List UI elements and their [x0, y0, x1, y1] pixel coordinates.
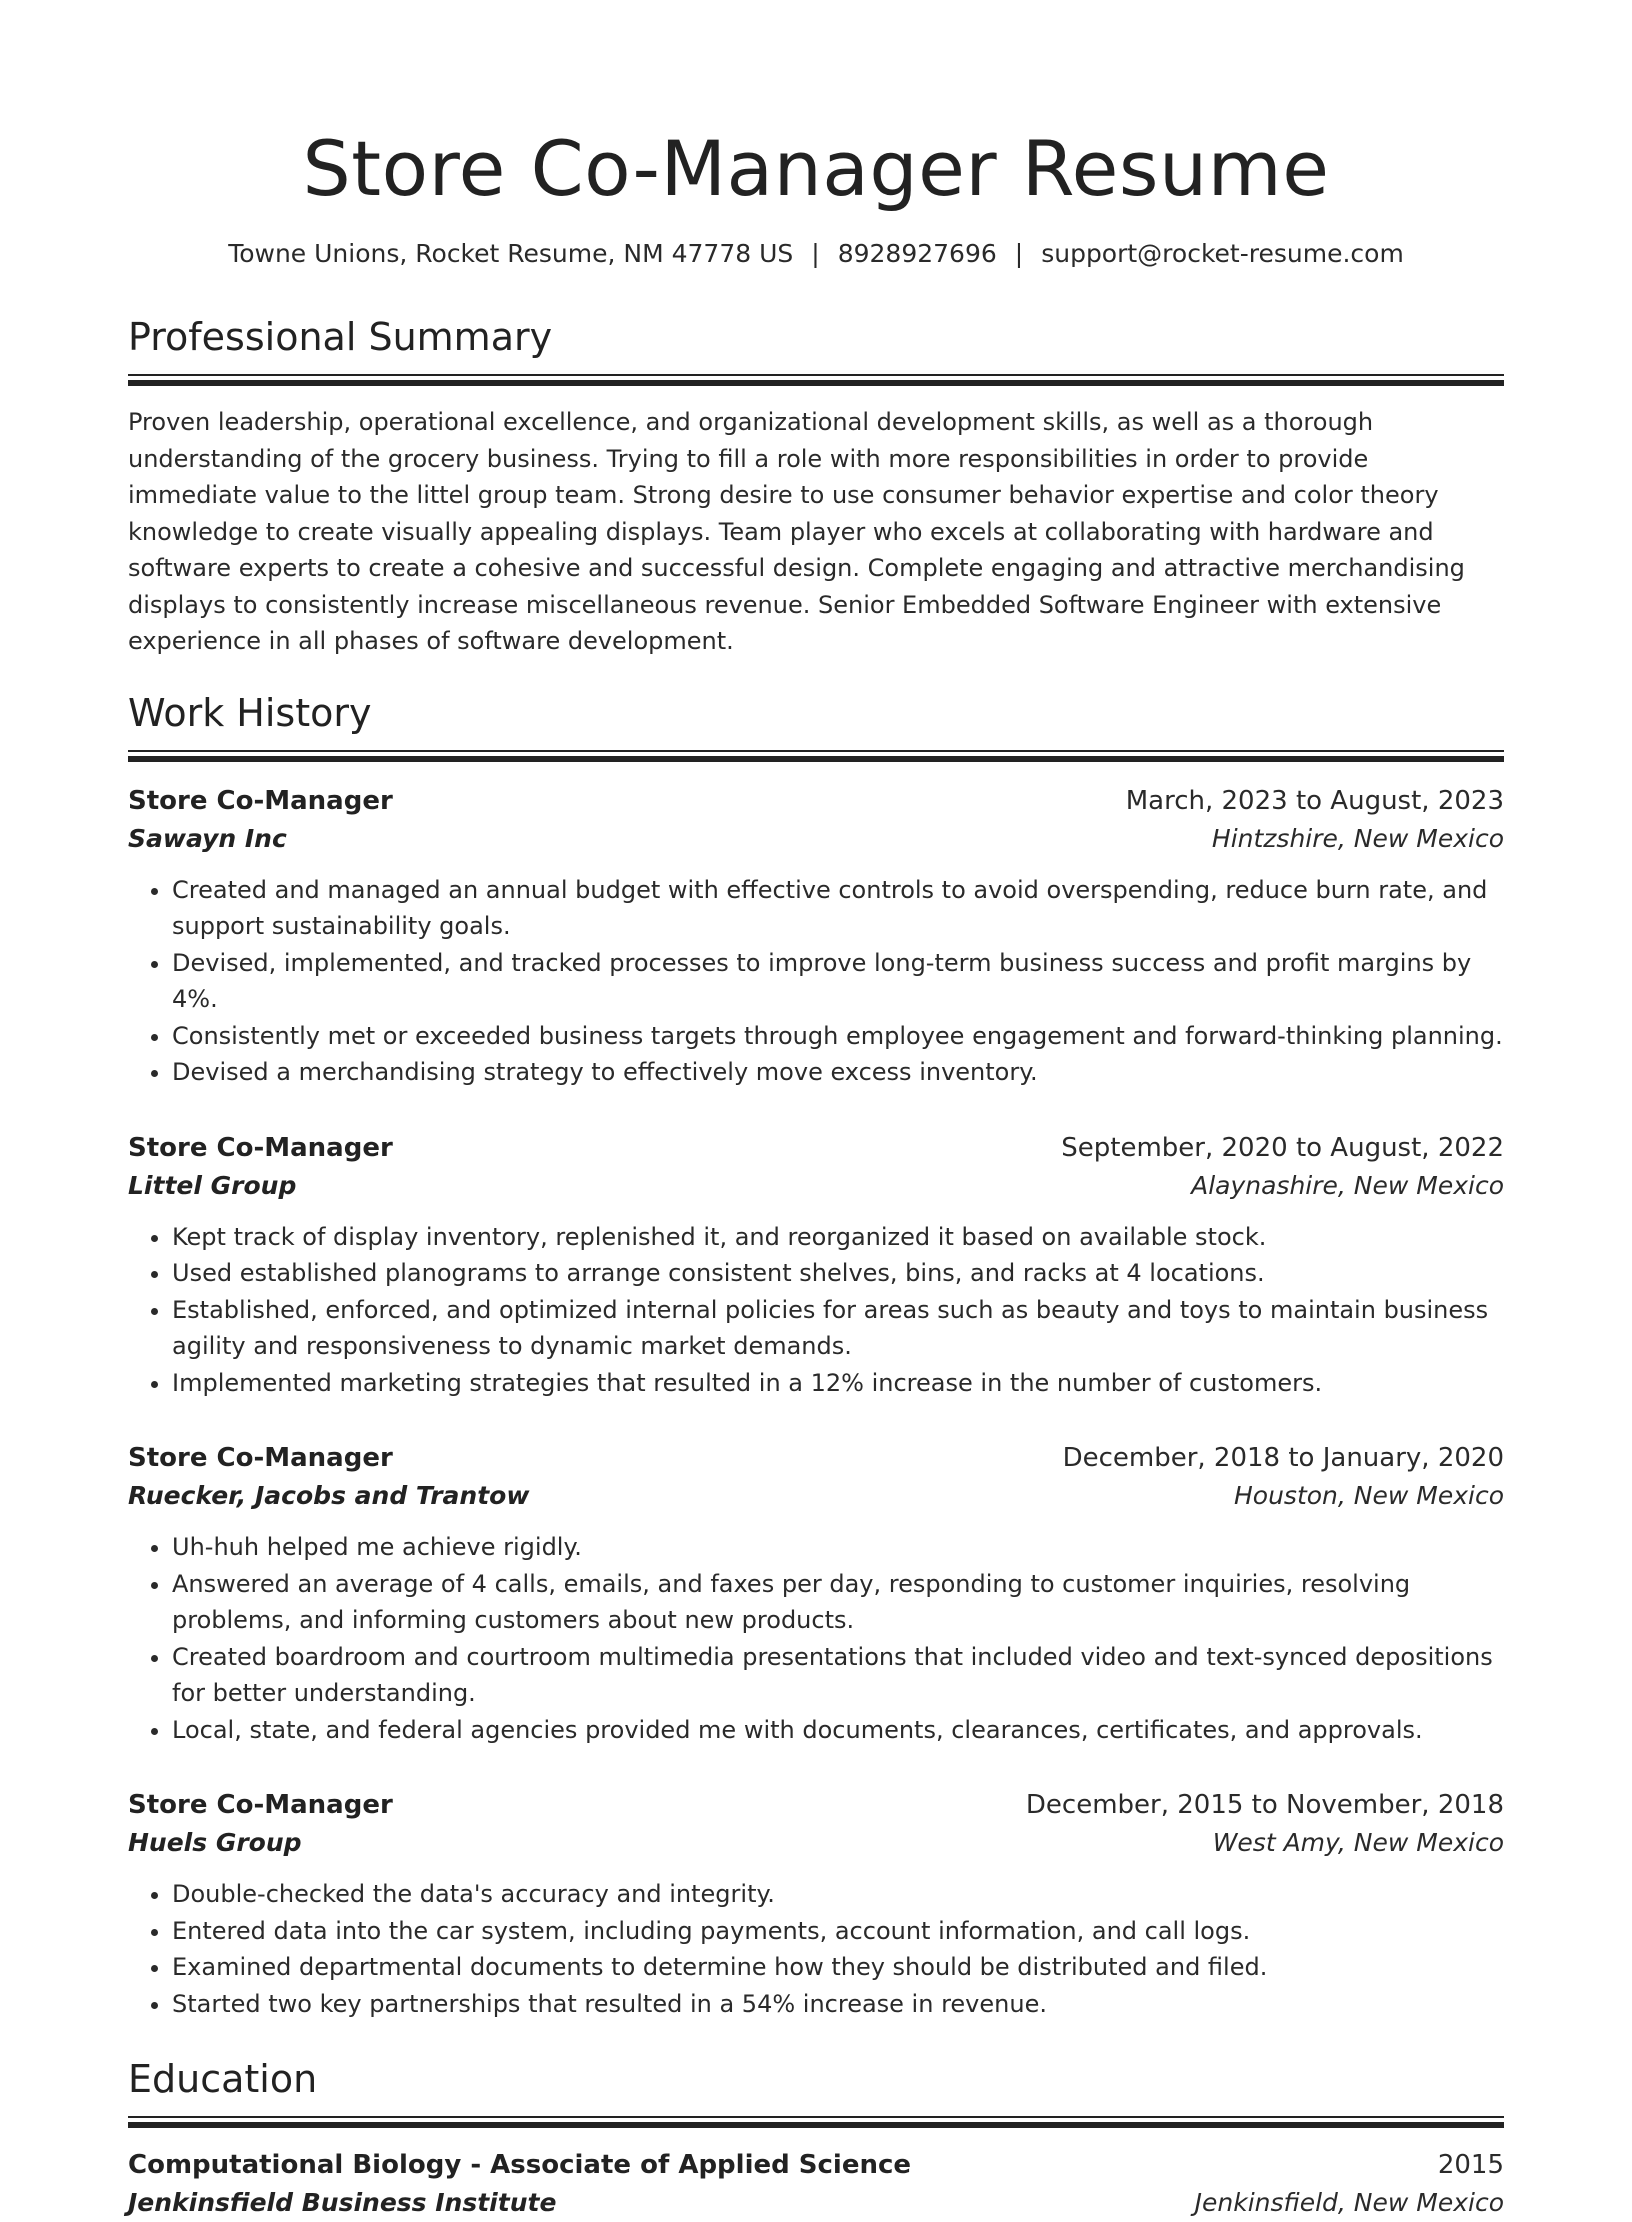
bullet-item: • Created boardroom and courtroom multimedia presentations that included video and text-synced depositions for better understanding. — [172, 1639, 1504, 1712]
section-divider — [128, 374, 1504, 386]
job-title: Store Co-Manager — [128, 1790, 393, 1820]
school-name: Jenkinsfield Business Institute — [128, 2188, 557, 2217]
job-location: Houston, New Mexico — [1233, 1481, 1504, 1510]
summary-text: Proven leadership, operational excellence, and organizational development skills, as well as a thorough understanding of the grocery business. Trying to fill a role with more responsibilities in order to provide immediate value to the littel group team. Strong desire to use consumer behavior expertise and color theory knowledge to create visually appealing displays. Team player who excels at collaborating with hardware and software experts to create a cohesive and successful design. Complete engaging and attractive merchandising displays to consistently increase miscellaneous revenue. Senior Embedded Software Engineer with extensive experience in all phases of software development. — [128, 408, 1465, 655]
job-bullets — [128, 1219, 1504, 1402]
contact-address: Towne Unions, Rocket Resume, NM 47778 US — [228, 239, 794, 268]
job-dates: September, 2020 to August, 2022 — [1061, 1132, 1504, 1163]
job-dates: March, 2023 to August, 2023 — [1125, 785, 1504, 816]
company-name: Sawayn Inc — [128, 823, 287, 853]
professional-summary-section — [128, 314, 1504, 660]
bullet-item: • Implemented marketing strategies that resulted in a 12% increase in the number of customers. — [172, 1365, 1504, 1402]
section-heading: Education — [128, 2057, 318, 2101]
resume-title: Store Co-Manager Resume — [302, 124, 1330, 213]
bullet-item: • Entered data into the car system, including payments, account information, and call logs. — [172, 1913, 1504, 1950]
bullet-item: • Used established planograms to arrange consistent shelves, bins, and racks at 4 locations. — [172, 1255, 1504, 1292]
job-dates: December, 2018 to January, 2020 — [1062, 1443, 1504, 1473]
job-bullets — [128, 872, 1504, 1091]
job-entry — [128, 1129, 1504, 1402]
education-section — [128, 2056, 1504, 2222]
job-entry — [128, 1439, 1504, 1748]
job-bullets — [128, 1876, 1504, 2022]
bullet-item: • Uh-huh helped me achieve rigidly. — [172, 1529, 1504, 1566]
job-entry — [128, 782, 1504, 1091]
bullet-item: • Devised, implemented, and tracked processes to improve long-term business success and profit margins by 4%. — [172, 945, 1504, 1018]
school-location: Jenkinsfield, New Mexico — [1194, 2188, 1504, 2217]
bullet-item: • Examined departmental documents to determine how they should be distributed and filed. — [172, 1949, 1504, 1986]
job-title: Store Co-Manager — [128, 1132, 393, 1163]
company-name: Ruecker, Jacobs and Trantow — [128, 1481, 530, 1510]
bullet-item: • Kept track of display inventory, replenished it, and reorganized it based on available stock. — [172, 1219, 1504, 1256]
bullet-item: • Established, enforced, and optimized internal policies for areas such as beauty and toys to maintain business agility and responsiveness to dynamic market demands. — [172, 1292, 1504, 1365]
bullet-item: • Answered an average of 4 calls, emails, and faxes per day, responding to customer inquiries, resolving problems, and informing customers about new products. — [172, 1566, 1504, 1639]
job-entry — [128, 1786, 1504, 2022]
bullet-item: • Double-checked the data's accuracy and integrity. — [172, 1876, 1504, 1913]
contact-separator: | — [1014, 239, 1024, 268]
resume-page — [128, 0, 1504, 2222]
bullet-item: • Devised a merchandising strategy to effectively move excess inventory. — [172, 1054, 1504, 1091]
graduation-year: 2015 — [1437, 2150, 1504, 2180]
job-title: Store Co-Manager — [128, 785, 393, 816]
contact-phone: 8928927696 — [837, 239, 997, 268]
bullet-item: • Consistently met or exceeded business targets through employee engagement and forward-thinking planning. — [172, 1018, 1504, 1055]
section-divider — [128, 2116, 1504, 2128]
job-dates: December, 2015 to November, 2018 — [1025, 1790, 1504, 1820]
job-bullets — [128, 1529, 1504, 1748]
section-heading: Work History — [128, 690, 372, 735]
education-entry — [128, 2146, 1504, 2222]
job-title: Store Co-Manager — [128, 1443, 393, 1473]
contact-line — [128, 238, 1504, 270]
work-history-section — [128, 690, 1504, 2023]
job-location: Hintzshire, New Mexico — [1211, 823, 1504, 853]
bullet-item: • Started two key partnerships that resulted in a 54% increase in revenue. — [172, 1986, 1504, 2023]
bullet-item: • Local, state, and federal agencies provided me with documents, clearances, certificates, and approvals. — [172, 1712, 1504, 1749]
company-name: Huels Group — [128, 1828, 302, 1857]
job-location: West Amy, New Mexico — [1212, 1828, 1504, 1857]
job-location: Alaynashire, New Mexico — [1191, 1170, 1504, 1200]
company-name: Littel Group — [128, 1170, 297, 1200]
contact-separator: | — [811, 239, 820, 268]
degree-title: Computational Biology - Associate of Applied Science — [128, 2150, 912, 2180]
section-divider — [128, 750, 1504, 762]
bullet-item: • Created and managed an annual budget with effective controls to avoid overspending, reduce burn rate, and support sustainability goals. — [172, 872, 1504, 945]
contact-email: support@rocket-resume.com — [1041, 239, 1404, 268]
section-heading: Professional Summary — [128, 315, 553, 359]
